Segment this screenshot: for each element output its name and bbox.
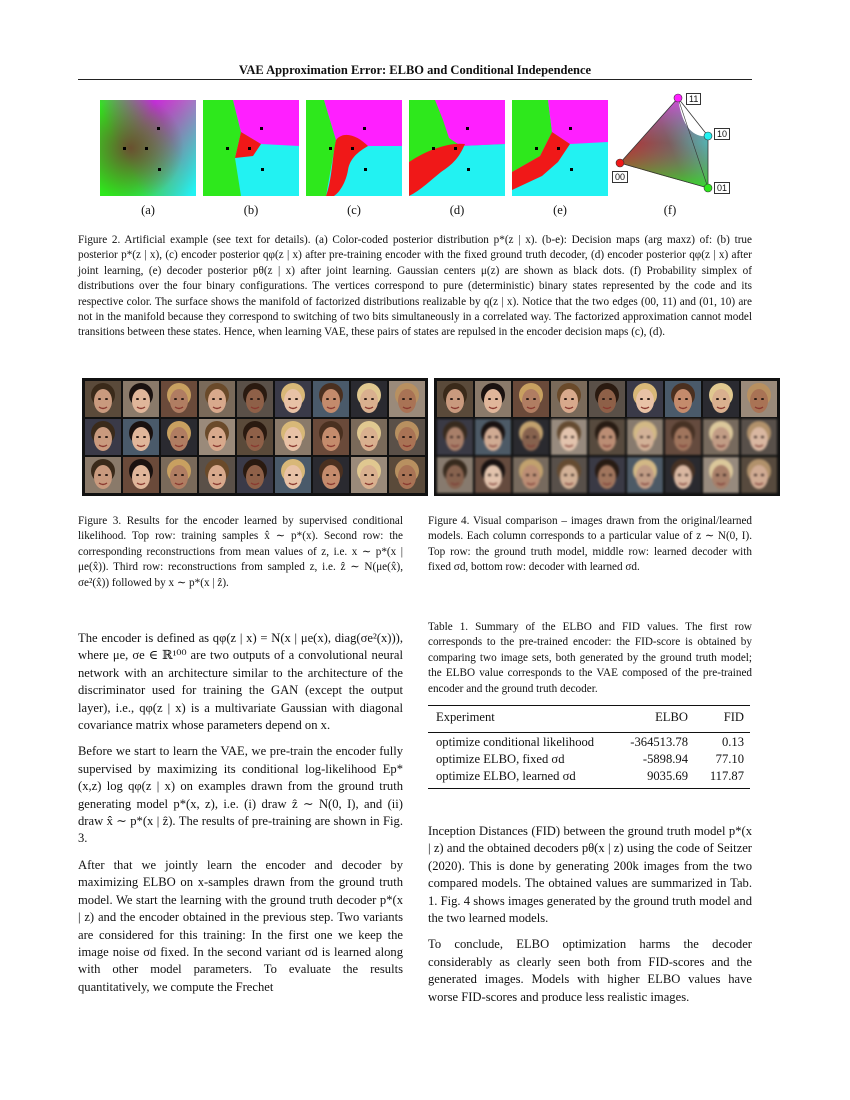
cell-fid: 0.13 (721, 735, 744, 749)
face-thumbnail (437, 381, 473, 417)
right-column-text (428, 823, 752, 1015)
face-thumbnail (275, 419, 311, 455)
table-row (428, 769, 750, 786)
figure3-image-grid (82, 378, 428, 496)
header-experiment: Experiment (436, 710, 495, 724)
face-thumbnail (389, 419, 425, 455)
cell-experiment: optimize ELBO, fixed σd (436, 752, 565, 766)
face-thumbnail (589, 419, 625, 455)
face-thumbnail (313, 457, 349, 493)
figure2-panel-a (100, 100, 196, 196)
face-thumbnail (351, 457, 387, 493)
face-thumbnail (665, 419, 701, 455)
left-paragraph-3: After that we jointly learn the encoder and decoder by maximizing ELBO on x-samples drawn from the ground truth model. We start the learning with the ground truth decoder p*(x | z) and the encoder obtained in the previous step. Two variants are considered for this training: In the first one we keep the image noise σd fixed. In the second variant σd is learned along with other model parameters. To evaluate the results quantitatively, we compute the Frechet (78, 857, 403, 994)
face-thumbnail (703, 381, 739, 417)
face-thumbnail (551, 419, 587, 455)
face-thumbnail (741, 457, 777, 493)
face-thumbnail (703, 457, 739, 493)
table-row (428, 752, 750, 769)
cell-experiment: optimize conditional likelihood (436, 735, 595, 749)
face-thumbnail (437, 419, 473, 455)
table1 (428, 705, 750, 787)
face-thumbnail (351, 381, 387, 417)
face-thumbnail (475, 419, 511, 455)
face-thumbnail (237, 457, 273, 493)
header-fid: FID (723, 710, 744, 724)
figure3-caption: Figure 3. Results for the encoder learned by supervised conditional likelihood. Top row: training samples x̂ ∼ p*(x). Second row: the corresponding reconstructions from mean values of z, i.e. x ∼ p*(x | μe(x̂)). Third row: reconstructions from sampled z, i.e. ẑ ∼ N(μe(x̂), σe²(x̂)) followed by x ∼ p*(x | ẑ). (78, 515, 403, 589)
cell-elbo: -364513.78 (630, 735, 688, 749)
face-thumbnail (389, 457, 425, 493)
face-thumbnail (313, 381, 349, 417)
face-thumbnail (741, 419, 777, 455)
table-bottom-rule (428, 788, 750, 789)
right-paragraph-2: To conclude, ELBO optimization harms the decoder considerably as clearly seen both from FID-scores and the generated images. Models with higher ELBO values have worse FID-scores and produce less realistic images. (428, 937, 752, 1004)
left-paragraph-1: The encoder is defined as qφ(z | x) = N(x | μe(x), diag(σe²(x))), where μe, σe ∈ ℝ¹⁰⁰ are two outputs of a convolutional neural network with an architecture similar to the architecture of the discriminator used for training the GAN (except the output layer), i.e., qφ(z | x) is a multivariate Gaussian with diagonal covariance matrix whose parameters depend on x. (78, 631, 403, 733)
face-thumbnail (123, 419, 159, 455)
header-elbo: ELBO (655, 710, 688, 724)
face-thumbnail (199, 457, 235, 493)
face-thumbnail (313, 419, 349, 455)
face-thumbnail (199, 419, 235, 455)
table1-caption: Table 1. Summary of the ELBO and FID values. The first row corresponds to the pre-trained encoder: the FID-score is obtained by comparing two image sets, both generated by the ground truth model; the ELBO value corresponds to the VAE composed of the pre-trained encoder and the ground truth decoder. (428, 621, 752, 695)
face-thumbnail (161, 457, 197, 493)
face-thumbnail (475, 381, 511, 417)
cell-fid: 117.87 (709, 769, 744, 783)
cell-fid: 77.10 (715, 752, 744, 766)
figure4-image-grid (434, 378, 780, 496)
figure4-caption: Figure 4. Visual comparison – images drawn from the original/learned models. Each column corresponds to a particular value of z ∼ N(0, I). Top row: the ground truth model, middle row: learned decoder with fixed σd, bottom row: decoder with learned σd. (428, 515, 752, 574)
face-thumbnail (199, 381, 235, 417)
face-thumbnail (665, 457, 701, 493)
face-thumbnail (741, 381, 777, 417)
panel-label-c: (c) (347, 203, 361, 217)
running-title: VAE Approximation Error: ELBO and Conditional Independence (238, 63, 592, 77)
figure2-panel-e (512, 100, 608, 196)
face-thumbnail (237, 381, 273, 417)
face-thumbnail (85, 381, 121, 417)
face-thumbnail (665, 381, 701, 417)
table-header-row (428, 710, 750, 727)
face-thumbnail (275, 457, 311, 493)
face-thumbnail (161, 419, 197, 455)
face-thumbnail (351, 419, 387, 455)
simplex-label-11: 11 (686, 93, 701, 105)
face-thumbnail (123, 457, 159, 493)
face-thumbnail (627, 457, 663, 493)
right-paragraph-1: Inception Distances (FID) between the ground truth model p*(x | z) and the obtained decoders pθ(x | z) using the code of Seitzer (2020). This is done by generating 200k images from the two compared models. The obtained values are summarized in Tab. 1. Fig. 4 shows images generated by the ground truth model and the two learned models. (428, 824, 752, 926)
panel-label-a: (a) (141, 203, 155, 217)
face-thumbnail (161, 381, 197, 417)
panel-label-b: (b) (243, 203, 259, 217)
table-row (428, 735, 750, 752)
table-top-rule (428, 705, 750, 706)
face-thumbnail (237, 419, 273, 455)
simplex-label-01: 01 (714, 182, 730, 194)
simplex-label-10: 10 (714, 128, 730, 140)
panel-label-d: (d) (449, 203, 465, 217)
left-paragraph-2: Before we start to learn the VAE, we pre-train the encoder fully supervised by maximizing its conditional log-likelihood Ep*(x,z) log qφ(z | x) on examples drawn from the ground truth generating model p*(x, z), i.e. (i) draw ẑ ∼ N(0, I), and (ii) draw x̂ ∼ p*(x | ẑ). The results of pre-training are shown in Fig. 3. (78, 744, 403, 846)
figure2-panel-b (203, 100, 299, 196)
face-thumbnail (513, 381, 549, 417)
face-thumbnail (389, 381, 425, 417)
face-thumbnail (627, 381, 663, 417)
figure2-panel-c (306, 100, 402, 196)
cell-elbo: -5898.94 (642, 752, 688, 766)
face-thumbnail (551, 381, 587, 417)
face-thumbnail (703, 419, 739, 455)
face-thumbnail (589, 457, 625, 493)
table-mid-rule (428, 732, 750, 733)
face-thumbnail (627, 419, 663, 455)
face-thumbnail (123, 381, 159, 417)
face-thumbnail (589, 381, 625, 417)
face-thumbnail (513, 419, 549, 455)
simplex-label-00: 00 (612, 171, 628, 183)
face-thumbnail (551, 457, 587, 493)
face-thumbnail (513, 457, 549, 493)
panel-label-f: (f) (663, 203, 677, 217)
figure2-panel-d (409, 100, 505, 196)
face-thumbnail (475, 457, 511, 493)
figure2-caption: Figure 2. Artificial example (see text for details). (a) Color-coded posterior distribution p*(z | x). (b-e): Decision maps (arg maxz) of: (b) true posterior p*(z | x), (c) encoder posterior qφ(z | x) after pre-training encoder with the fixed ground truth decoder, (d) encoder posterior qφ(z | x) after joint learning, (e) decoder posterior pθ(z | x) after joint learning. Gaussian centers μ(z) are shown as black dots. (f) Probability simplex of distributions over the four binary configurations. The vertices correspond to pure (deterministic) binary states represented by the code and its respective color. The surface shows the manifold of factorized distributions realizable by q(z | x). Notice that the two edges (00, 11) and (01, 10) are not in the manifold because they correspond to switching of two bits simultaneously in a correlated way. The factorized approximation cannot model transitions between these states. Hence, when learning VAE, these pairs of states are repulsed in the encoder decision maps (c), (d). (78, 234, 752, 339)
face-thumbnail (275, 381, 311, 417)
face-thumbnail (85, 419, 121, 455)
cell-elbo: 9035.69 (647, 769, 688, 783)
title-rule (78, 79, 752, 80)
panel-label-e: (e) (553, 203, 567, 217)
left-column-text (78, 630, 403, 1005)
face-thumbnail (437, 457, 473, 493)
cell-experiment: optimize ELBO, learned σd (436, 769, 576, 783)
face-thumbnail (85, 457, 121, 493)
